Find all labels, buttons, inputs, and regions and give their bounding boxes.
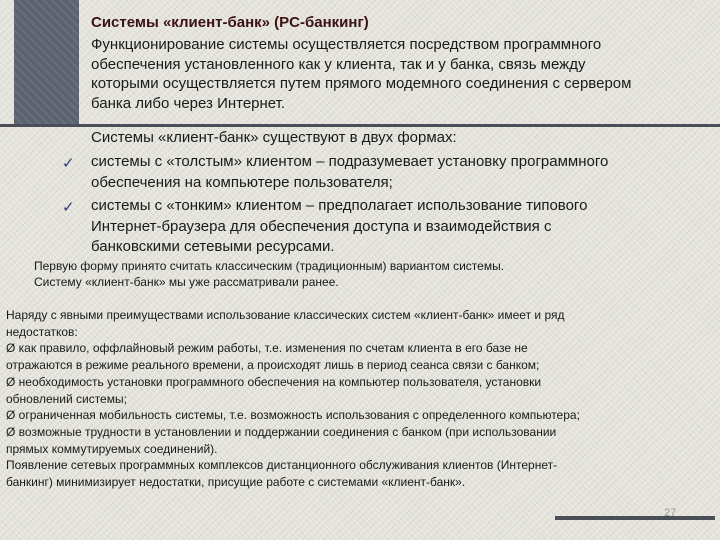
body-line: Наряду с явными преимуществами использование классических систем «клиент-банк» имеет и ряд — [6, 308, 565, 322]
bullet-item-thick-client — [91, 152, 608, 193]
body-line: банкинг) минимизирует недостатки, присущие работе с системами «клиент-банк». — [6, 475, 466, 490]
bullet-item-thin-client — [91, 196, 587, 258]
disadvantages-text — [6, 307, 580, 491]
intro-paragraph — [91, 35, 631, 113]
slide-title-divider — [0, 124, 720, 127]
intro-line: которыми осуществляется путем прямого модемного соединения с сервером — [91, 75, 632, 92]
bullet-line: обеспечения на компьютере пользователя; — [91, 173, 393, 191]
body-line: Ø как правило, оффлайновый режим работы, т.е. изменения по счетам клиента в его базе не — [6, 341, 528, 356]
checkmark-icon: ✓ — [62, 199, 75, 216]
body-line: отражаются в режиме реального времени, а происходят лишь в период сеанса связи с банком; — [6, 358, 540, 373]
body-line: Ø возможные трудности в установлении и поддержании соединения с банком (при использовании — [6, 424, 557, 439]
body-line: обновлений системы; — [6, 391, 127, 406]
slide-side-bar-decoration — [14, 0, 79, 125]
slide-title: Системы «клиент-банк» (PC-банкинг) — [91, 14, 369, 31]
page-number-rule — [555, 516, 715, 520]
note-line: Систему «клиент-банк» мы уже рассматривали ранее. — [34, 275, 339, 289]
checkmark-icon: ✓ — [62, 155, 75, 172]
bullet-line: системы с «толстым» клиентом – подразумевает установку программного — [91, 153, 609, 170]
classic-form-note — [34, 258, 504, 290]
intro-line: банка либо через Интернет. — [91, 94, 286, 112]
body-line: Появление сетевых программных комплексов дистанционного обслуживания клиентов (Интернет- — [6, 458, 558, 473]
bullet-line: системы с «тонким» клиентом – предполагает использование типового — [91, 197, 588, 214]
bullet-line: Интернет-браузера для обеспечения доступа и взаимодействия с — [91, 217, 552, 235]
body-line: недостатков: — [6, 324, 78, 339]
page-number: 27 — [664, 507, 677, 519]
intro-line: Функционирование системы осуществляется посредством программного — [91, 36, 602, 53]
intro-line: обеспечения установленного как у клиента, так и у банка, связь между — [91, 55, 586, 73]
body-line: Ø ограниченная мобильность системы, т.е. возможность использования с определенного компьютера; — [6, 408, 580, 423]
body-line: Ø необходимость установки программного обеспечения на компьютер пользователя, установки — [6, 374, 542, 389]
body-line: прямых коммутируемых соединений). — [6, 441, 218, 456]
forms-heading: Системы «клиент-банк» существуют в двух формах: — [91, 129, 457, 146]
bullet-line: банковскими сетевыми ресурсами. — [91, 238, 335, 255]
note-line: Первую форму принято считать классическим (традиционным) вариантом системы. — [34, 259, 505, 273]
